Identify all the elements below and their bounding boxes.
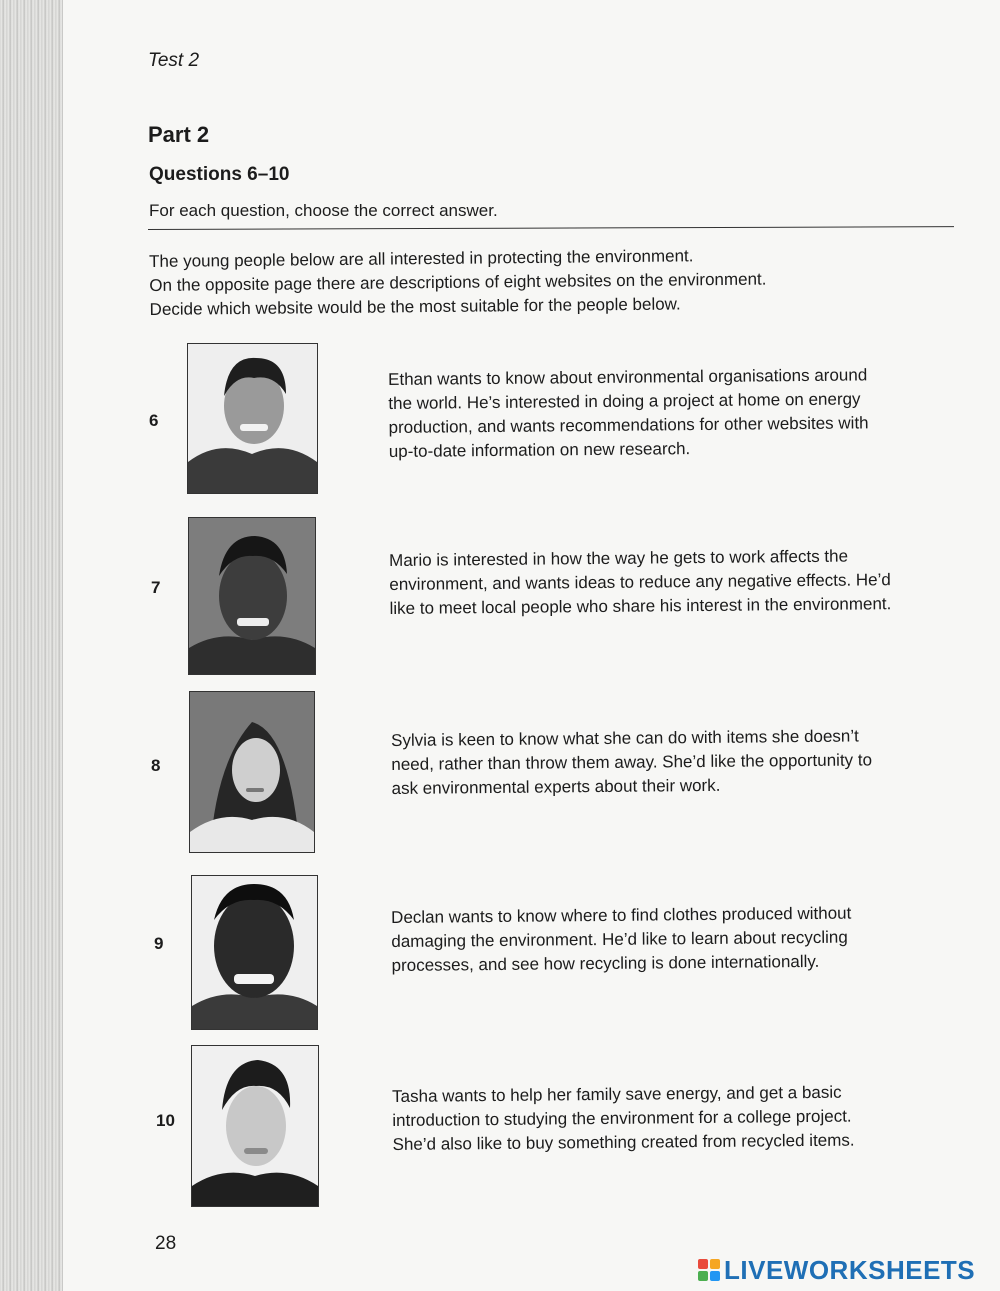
person-portrait-icon: [188, 344, 317, 493]
question-number: 8: [151, 756, 161, 775]
test-label: Test 2: [148, 50, 200, 71]
instruction-text: For each question, choose the correct answer.: [149, 201, 498, 220]
question-6-description: [388, 363, 954, 464]
logo-tiles-icon: [698, 1259, 720, 1281]
description-line: production, and wants recommendations for other websites with: [388, 413, 869, 437]
question-9-description: [391, 901, 957, 978]
description-line: She’d also like to buy something created from recycled items.: [392, 1130, 855, 1154]
description-line: damaging the environment. He’d like to learn about recycling: [391, 927, 848, 951]
description-line: Mario is interested in how the way he gets to work affects the: [389, 546, 849, 570]
questions-title: Questions 6–10: [149, 164, 290, 185]
tasha-photo: [191, 1045, 319, 1207]
person-portrait-icon: [192, 876, 317, 1029]
description-line: like to meet local people who share his interest in the environment.: [389, 594, 892, 618]
description-line: Tasha wants to help her family save energy, and get a basic: [392, 1082, 842, 1106]
question-8-description: [391, 724, 957, 801]
description-line: Ethan wants to know about environmental organisations around: [388, 365, 868, 389]
description-line: environment, and wants ideas to reduce any negative effects. He’d: [389, 570, 891, 594]
description-line: Sylvia is keen to know what she can do with items she doesn’t: [391, 726, 859, 750]
description-line: the world. He’s interested in doing a project at home on energy: [388, 389, 861, 413]
intro-line: The young people below are all interested in protecting the environment.: [149, 246, 694, 271]
liveworksheets-logo[interactable]: [698, 1256, 975, 1284]
intro-line: Decide which website would be the most suitable for the people below.: [149, 294, 681, 319]
description-line: introduction to studying the environment for a college project.: [392, 1106, 852, 1130]
description-line: need, rather than throw them away. She’d like the opportunity to: [391, 750, 873, 774]
question-7-description: [389, 544, 955, 621]
mario-photo: [188, 517, 316, 675]
declan-photo: [191, 875, 318, 1030]
sylvia-photo: [189, 691, 315, 853]
description-line: up-to-date information on new research.: [388, 439, 691, 461]
question-number: 6: [149, 411, 159, 430]
intro-paragraph: [149, 242, 930, 322]
person-portrait-icon: [192, 1046, 318, 1206]
description-line: ask environmental experts about their work.: [391, 775, 721, 798]
part-title: Part 2: [148, 122, 210, 147]
question-number: 9: [154, 934, 164, 953]
intro-line: On the opposite page there are descriptions of eight websites on the environment.: [149, 269, 767, 295]
person-portrait-icon: [189, 518, 315, 674]
person-portrait-icon: [190, 692, 314, 852]
brand-name: LIVEWORKSHEETS: [724, 1254, 976, 1285]
description-line: Declan wants to know where to find clothes produced without: [391, 903, 852, 927]
description-line: processes, and see how recycling is done internationally.: [391, 951, 820, 975]
ethan-photo: [187, 343, 318, 494]
page-number: 28: [155, 1233, 177, 1254]
question-number: 7: [151, 578, 161, 597]
question-10-description: [392, 1080, 958, 1157]
divider-rule: [148, 226, 954, 230]
question-number: 10: [156, 1111, 175, 1130]
